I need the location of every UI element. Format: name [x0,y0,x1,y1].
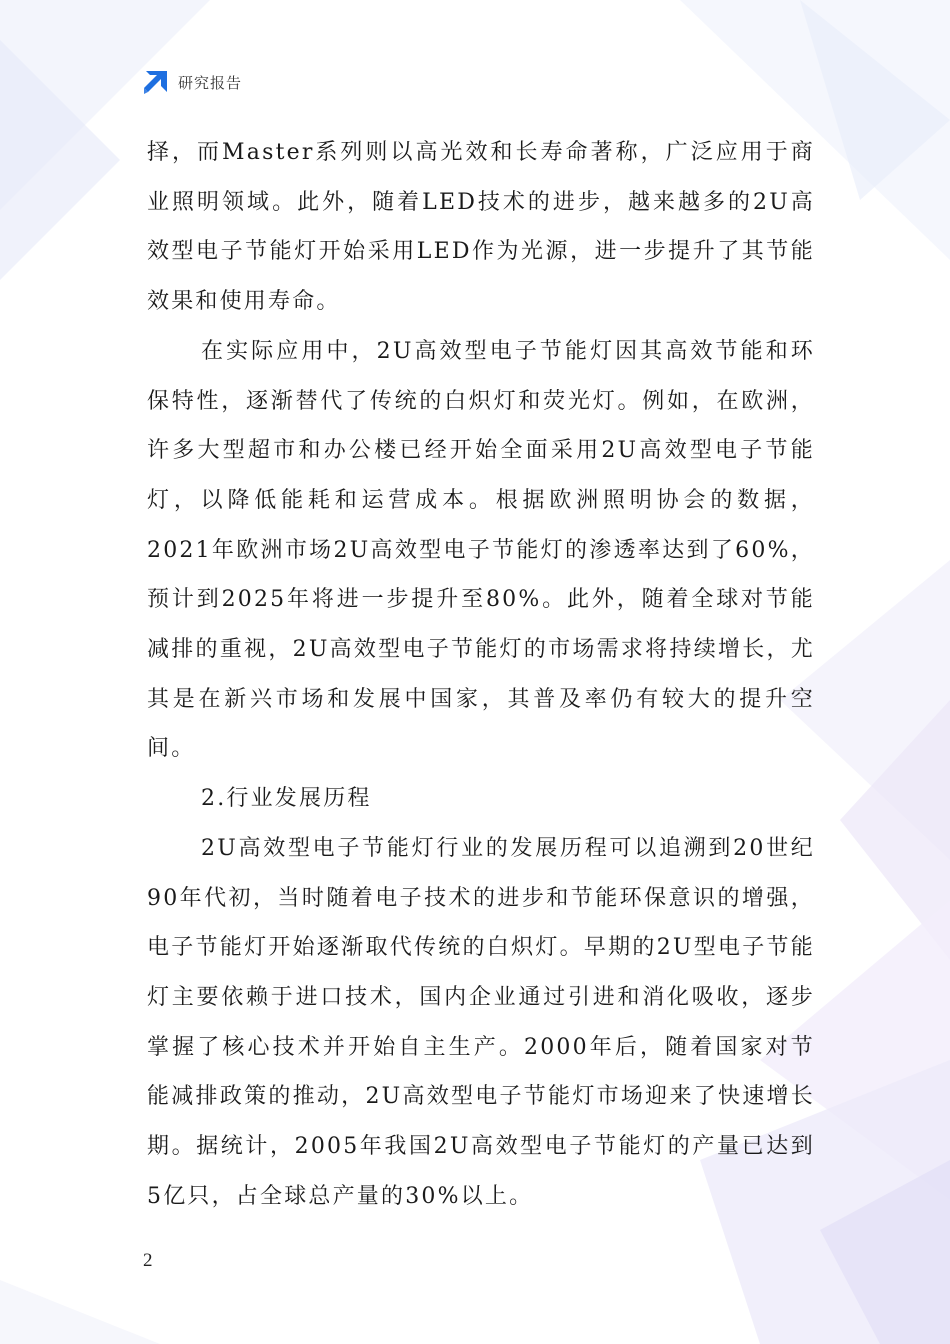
document-body [147,128,815,1221]
arrow-up-right-logo-icon [143,69,169,95]
paragraph-application: 在实际应用中，2U高效型电子节能灯因其高效节能和环保特性，逐渐替代了传统的白炽灯和荧光灯。例如，在欧洲，许多大型超市和办公楼已经开始全面采用2U高效型电子节能灯，以降低能耗和运营成本。根据欧洲照明协会的数据，2021年欧洲市场2U高效型电子节能灯的渗透率达到了60%，预计到2025年将进一步提升至80%。此外，随着全球对节能减排的重视，2U高效型电子节能灯的市场需求将持续增长，尤其是在新兴市场和发展中国家，其普及率仍有较大的提升空间。 [147,338,815,762]
header-title: 研究报告 [178,73,243,92]
section-heading: 2.行业发展历程 [201,786,372,812]
page-number: 2 [143,1250,153,1271]
paragraph-history: 2U高效型电子节能灯行业的发展历程可以追溯到20世纪90年代初，当时随着电子技术的进步和节能环保意识的增强，电子节能灯开始逐渐取代传统的白炽灯。早期的2U型电子节能灯主要依赖于进口技术，国内企业通过引进和消化吸收，逐步掌握了核心技术并开始自主生产。2000年后，随着国家对节能减排政策的推动，2U高效型电子节能灯市场迎来了快速增长期。据统计，2005年我国2U高效型电子节能灯的产量已达到5亿只，占全球总产量的30%以上。 [147,835,815,1209]
paragraph-continuation: 择，而Master系列则以高光效和长寿命著称，广泛应用于商业照明领域。此外，随着LED技术的进步，越来越多的2U高效型电子节能灯开始采用LED作为光源，进一步提升了其节能效果和使用寿命。 [147,140,815,315]
report-header [143,68,242,96]
